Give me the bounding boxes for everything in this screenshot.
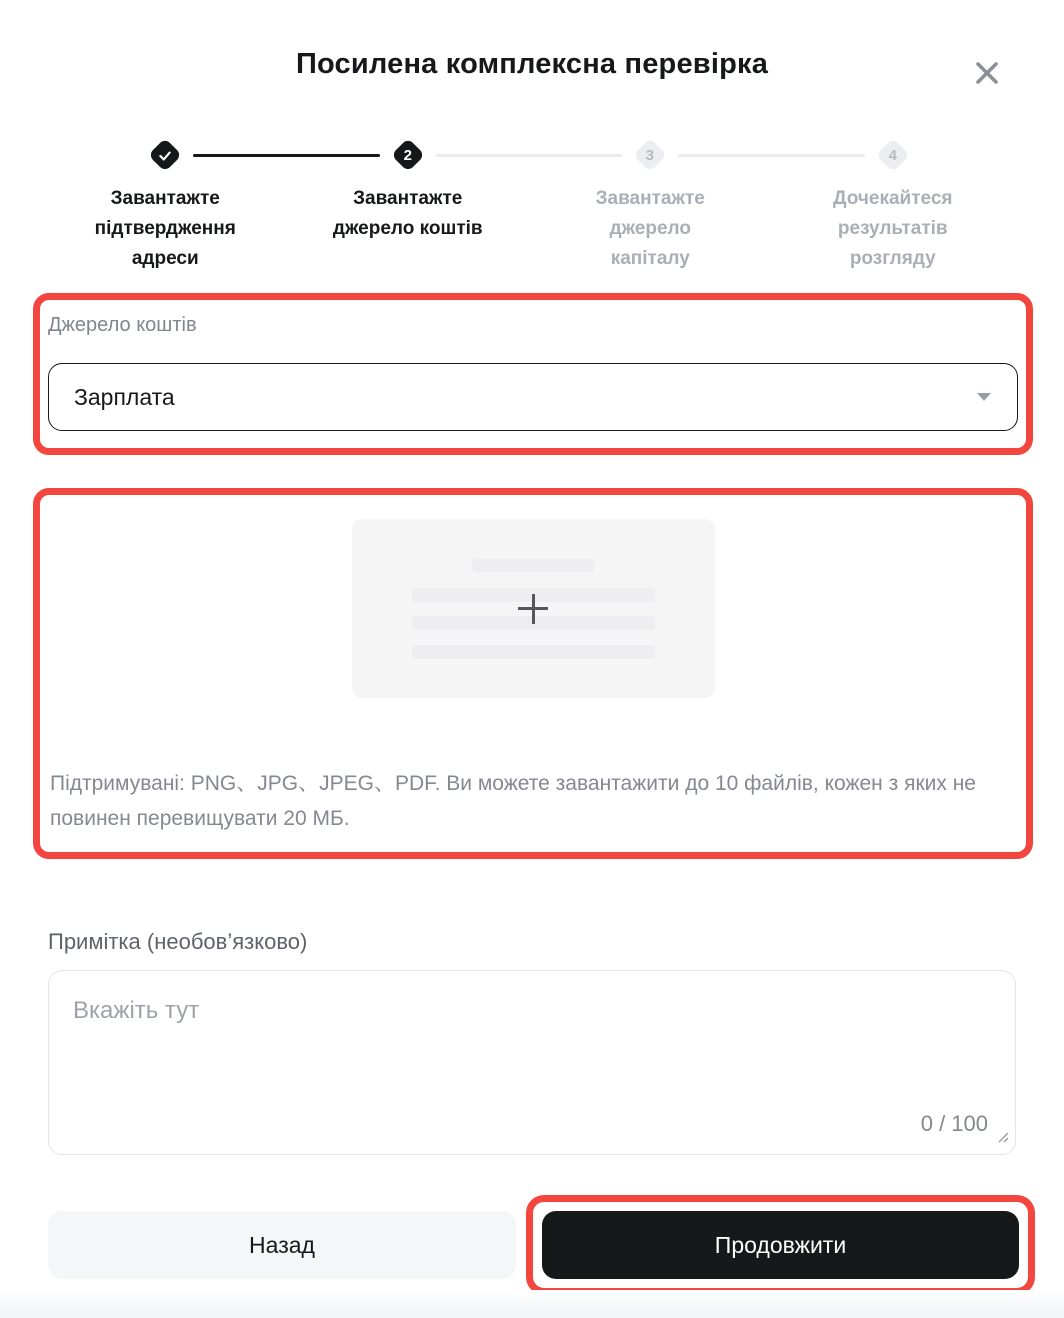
file-upload-dropzone[interactable]: [352, 519, 715, 698]
close-button[interactable]: [974, 58, 1004, 88]
step-4-number: 4: [888, 146, 897, 164]
upload-requirements-text: Підтримувані: PNG、JPG、JPEG、PDF. Ви можете завантажити до 10 файлів, кожен з яких не повинен перевищувати 20 МБ.: [50, 772, 976, 830]
step-2-upload-source-of-funds: [287, 138, 530, 274]
step-3-upload-source-of-wealth: [529, 138, 772, 274]
step-3-label: Завантажте джерело капіталу: [595, 188, 705, 269]
chevron-down-icon: [977, 393, 991, 401]
stepper-connector: [193, 154, 380, 157]
source-of-funds-select[interactable]: [48, 363, 1018, 431]
back-button[interactable]: Назад: [48, 1211, 516, 1279]
note-label: Примітка (необов’язково): [48, 929, 308, 954]
source-of-funds-label: Джерело коштів: [48, 314, 197, 336]
step-1-label: Завантажте підтвердження адреси: [94, 188, 236, 269]
modal-header: [0, 0, 1064, 104]
note-field-wrap: [48, 970, 1016, 1155]
step-4-label: Дочекайтеся результатів розгляду: [832, 188, 953, 269]
skeleton-line: [412, 645, 655, 659]
step-1-marker: [153, 138, 177, 172]
verification-stepper: [44, 138, 1014, 274]
step-3-number: 3: [646, 146, 655, 164]
stepper-connector: [678, 154, 865, 157]
resize-handle-icon[interactable]: [997, 1130, 1009, 1148]
note-textarea[interactable]: [48, 970, 1016, 1155]
step-2-number: 2: [403, 146, 412, 164]
step-2-label: Завантажте джерело коштів: [332, 188, 483, 239]
page-behind-modal-strip: [0, 1290, 1064, 1318]
step-4-marker: [881, 138, 905, 172]
continue-button[interactable]: Продовжити: [542, 1211, 1019, 1279]
plus-icon: [518, 594, 548, 624]
step-4-await-review-results: [772, 138, 1015, 274]
close-icon: [974, 60, 1004, 86]
step-1-upload-address-proof: [44, 138, 287, 274]
step-2-marker: [396, 138, 420, 172]
step-3-marker: [638, 138, 662, 172]
annotation-box-continue: [526, 1195, 1035, 1295]
page-title: Посилена комплексна перевірка: [295, 48, 769, 80]
annotation-box-upload: [33, 488, 1033, 859]
modal-actions: [48, 1195, 1035, 1295]
check-icon: [158, 148, 173, 163]
annotation-box-source-of-funds: [33, 293, 1033, 455]
stepper-connector: [436, 154, 623, 157]
character-counter: 0 / 100: [920, 1111, 988, 1136]
source-of-funds-selected-value: Зарплата: [74, 383, 175, 410]
skeleton-line: [472, 559, 594, 572]
